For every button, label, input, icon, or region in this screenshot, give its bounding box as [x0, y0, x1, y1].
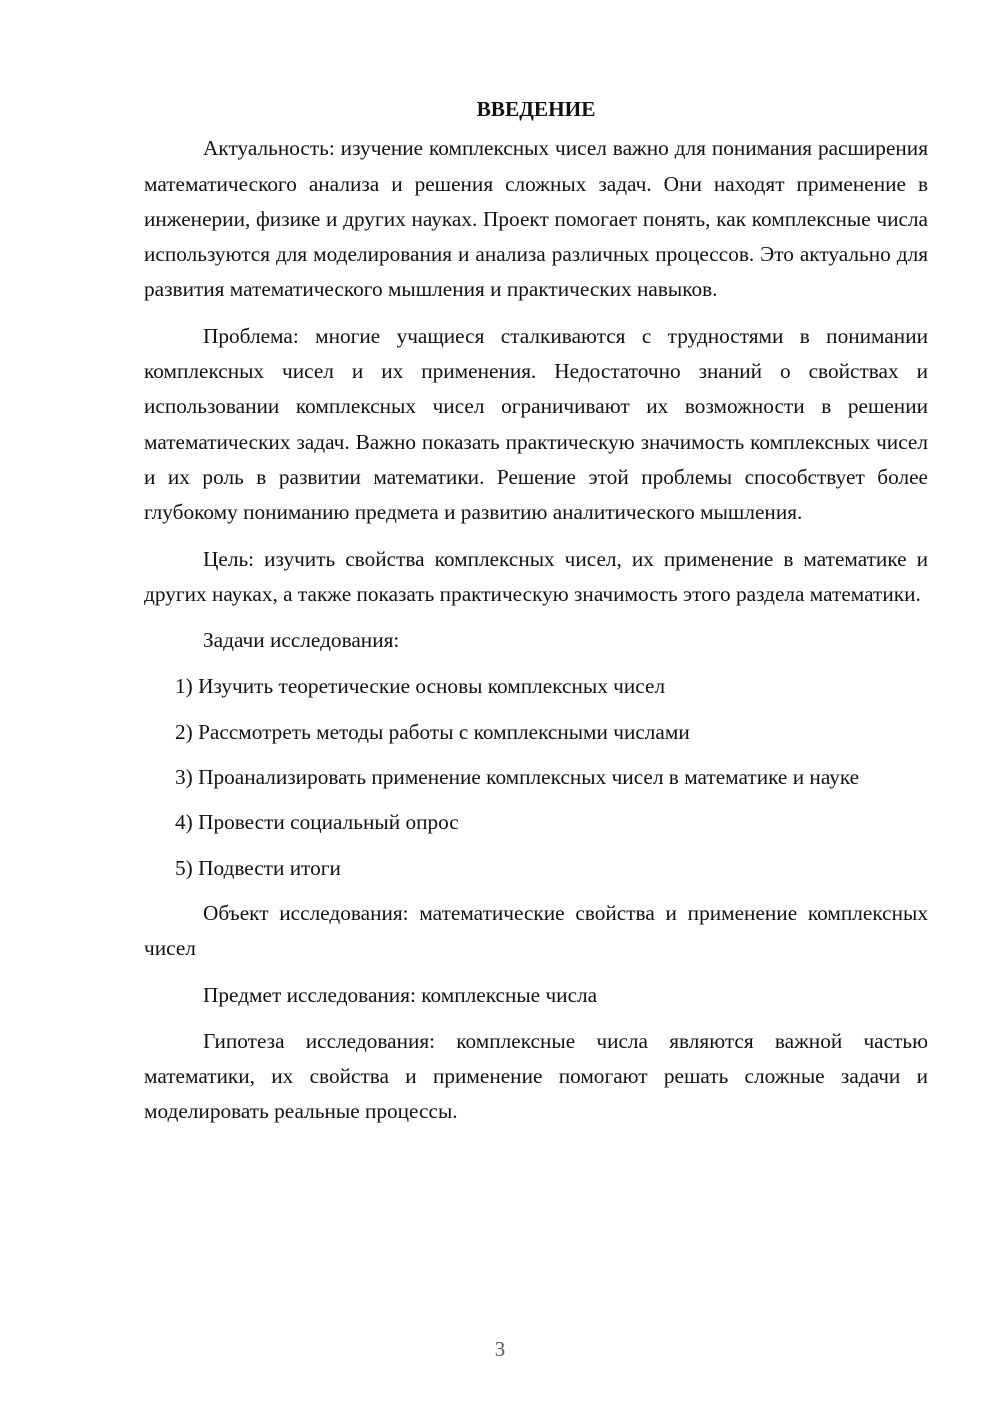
problem-paragraph: Проблема: многие учащиеся сталкиваются с трудностями в понимании комплексных чисел и их применения. Недостаточно знаний о свойствах и использовании комплексных чисел ограничивают их возможности в решении математических задач. Важно показать практическую значимость комплексных чисел и их роль в развитии математики. Решение этой проблемы способствует более глубокому пониманию предмета и развитию аналитического мышления.: [144, 323, 928, 525]
relevance-paragraph: Актуальность: изучение комплексных чисел важно для понимания расширения математического анализа и решения сложных задач. Они находят применение в инженерии, физике и других науках. Проект помогает понять, как комплексные числа используются для моделирования и анализа различных процессов. Это актуально для развития математического мышления и практических навыков.: [144, 136, 928, 302]
object-paragraph: Объект исследования: математические свойства и применение комплексных чисел: [144, 900, 928, 961]
subject-paragraph: Предмет исследования: комплексные числа: [203, 982, 598, 1007]
tasks-list: [144, 669, 928, 885]
page-number: 3: [494, 1337, 506, 1361]
list-item: 5) Подвести итоги: [175, 855, 341, 880]
list-item: 1) Изучить теоретические основы комплексных чисел: [175, 674, 666, 699]
tasks-title: Задачи исследования:: [203, 628, 400, 653]
goal-paragraph: Цель: изучить свойства комплексных чисел, их применение в математике и других науках, а также показать практическую значимость этого раздела математики.: [144, 546, 928, 606]
section-heading: ВВЕДЕНИЕ: [476, 97, 596, 121]
list-item: 4) Провести социальный опрос: [175, 810, 459, 835]
list-item: 3) Проанализировать применение комплексных чисел в математике и науке: [175, 765, 860, 790]
page-content: [144, 92, 928, 1141]
list-item: 2) Рассмотреть методы работы с комплексными числами: [175, 719, 690, 744]
hypothesis-paragraph: Гипотеза исследования: комплексные числа являются важной частью математики, их свойства и применение помогают решать сложные задачи и моделировать реальные процессы.: [144, 1028, 928, 1124]
